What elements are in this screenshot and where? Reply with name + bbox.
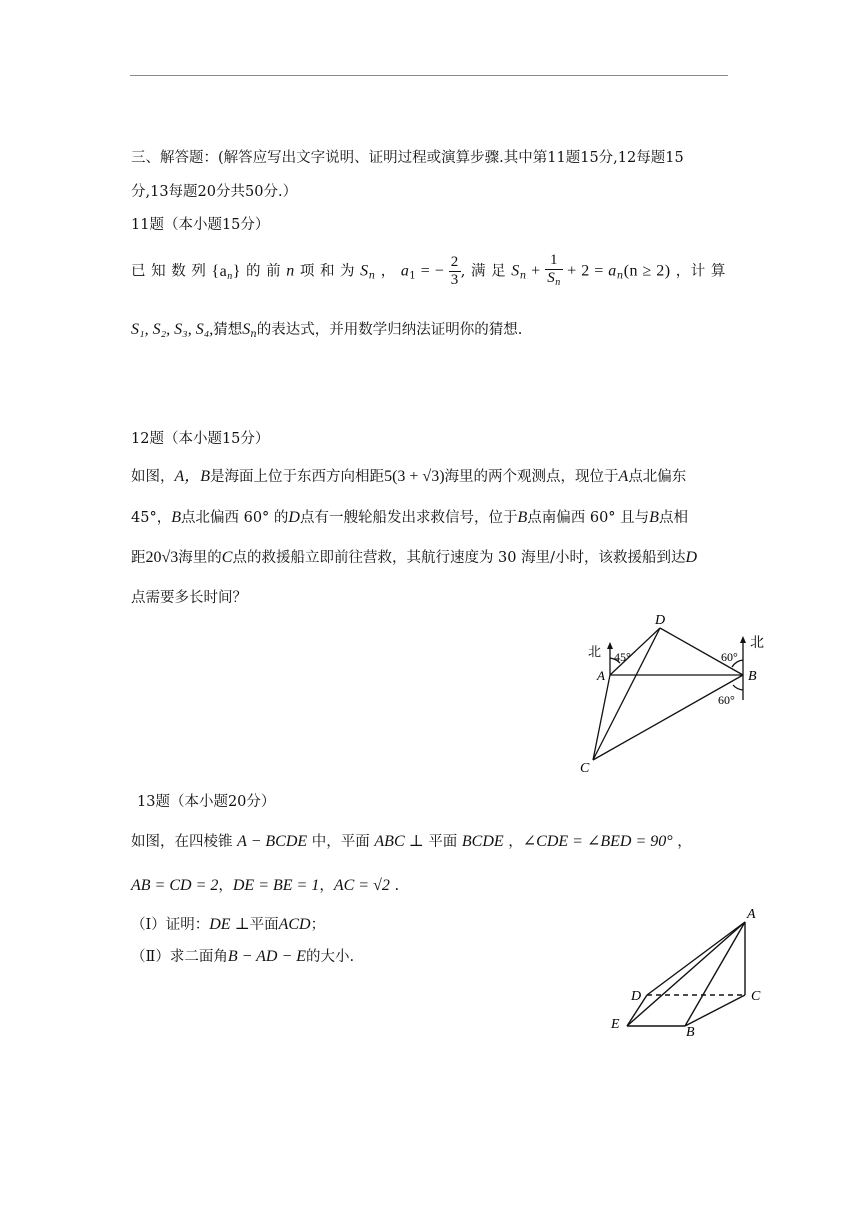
- q12-B: B: [649, 509, 659, 526]
- q12-A: A: [618, 468, 629, 485]
- q13-pyramid: A − BCDE: [237, 833, 308, 850]
- section-heading-line1: 三、解答题：(解答应写出文字说明、证明过程或演算步骤.其中第11题15分,12每题15: [131, 150, 684, 166]
- q13-text: （Ⅰ）证明：: [131, 917, 210, 933]
- q13-text: ，: [672, 834, 692, 850]
- frac-den-S: S: [547, 270, 556, 286]
- label-E: E: [611, 1017, 620, 1032]
- q13-angles: ∠CDE = ∠BED = 90°: [522, 833, 673, 850]
- q12-text: 是海面上位于东西方向相距: [210, 469, 385, 485]
- edge-AE: [627, 922, 745, 1026]
- q11-frac-a1: [449, 254, 461, 289]
- q11-frac-recip: [545, 252, 563, 291]
- q11-text: ，: [375, 263, 401, 280]
- frac-num: 1: [545, 252, 563, 270]
- q13-text: ，: [319, 878, 334, 894]
- header-rule: [130, 75, 728, 76]
- segment-AC: [593, 675, 610, 760]
- q13-title: 13题（本小题20分）: [137, 794, 276, 810]
- arrowhead-A: [607, 642, 613, 649]
- q11-statement-line1: [131, 252, 726, 291]
- q12-text: 点北偏西 60° 的: [180, 510, 289, 526]
- q12-text: 45°，: [131, 510, 172, 526]
- q12-text: 点的救援船立即前往营救，其航行速度为 30 海里/小时，该救援船到达: [232, 550, 686, 566]
- q11-a1-sub: 1: [409, 270, 417, 282]
- q13-part1: [131, 913, 325, 934]
- q11-text: 猜想: [213, 322, 243, 338]
- label-angle-60-bottom: 60°: [718, 693, 735, 707]
- q11-seq-sub: n: [227, 270, 233, 282]
- label-angle-45: 45°: [614, 650, 631, 664]
- q11-seq: [211, 263, 240, 280]
- q11-S2: S: [511, 262, 520, 280]
- q11-S2-sub: n: [519, 270, 527, 282]
- q13-eq3: AC = √2: [333, 877, 390, 894]
- q12-line1: [131, 463, 686, 486]
- q13-text: 平面: [423, 834, 462, 850]
- label-D: D: [631, 989, 642, 1004]
- q11-text: 项 和 为: [294, 263, 361, 280]
- q11-statement-line2: [131, 318, 522, 340]
- q12-text: 海里的两个观测点，现位于: [444, 469, 619, 485]
- q13-text: 如图，在四棱锥: [131, 834, 238, 850]
- q11-S: S: [360, 262, 369, 280]
- q12-AB: A，B: [174, 468, 211, 485]
- q13-line1: [131, 830, 692, 851]
- q11-plus2: + 2 =: [562, 262, 609, 280]
- q12-D: D: [288, 509, 300, 526]
- arrowhead-B: [740, 636, 746, 643]
- q12-20sqrt3: 20√3: [145, 549, 179, 566]
- q13-part2: [131, 945, 354, 966]
- q13-figure: [605, 900, 775, 1045]
- q13-text: （Ⅱ）求二面角: [131, 949, 228, 965]
- q11-eq: = −: [416, 262, 449, 280]
- q12-distance: 5(3 + √3): [384, 468, 445, 485]
- q13-eq2: DE = BE = 1: [232, 877, 320, 894]
- q12-text: 如图，: [131, 469, 175, 485]
- label-A: A: [597, 668, 605, 683]
- q13-eq1: AB = CD = 2: [131, 877, 219, 894]
- frac-den-sub: n: [555, 277, 561, 288]
- arc-60-bottom: [733, 685, 743, 690]
- q13-text: 中，平面: [307, 834, 375, 850]
- q13-text: .: [389, 878, 400, 894]
- q11-Sn: S: [242, 321, 251, 338]
- section-heading-line2: 分,13每题20分共50分.）: [131, 184, 298, 200]
- q12-line4: 点需要多长时间？: [131, 590, 247, 606]
- frac-num: 2: [450, 254, 459, 270]
- q12-B: B: [171, 509, 181, 526]
- q13-plane-ABC: ABC ⊥: [374, 833, 424, 850]
- q13-plane-BCDE: BCDE: [461, 833, 504, 850]
- label-angle-60-top: 60°: [721, 650, 738, 664]
- q11-seq-a: {a: [211, 262, 228, 280]
- q11-text: 的表达式，并用数学归纳法证明你的猜想.: [256, 322, 523, 338]
- label-D: D: [655, 613, 666, 628]
- q12-C: C: [221, 549, 233, 566]
- q13-text: ；: [310, 917, 326, 933]
- q11-text: 的 前: [246, 263, 287, 280]
- q13-line2: [131, 874, 399, 895]
- segment-CD: [593, 628, 660, 760]
- q11-S-sub: n: [368, 270, 376, 282]
- q11-seq-close: }: [232, 262, 241, 280]
- q11-text: , 满 足: [460, 263, 512, 280]
- q13-text: ，: [503, 834, 523, 850]
- edge-AD: [647, 922, 745, 995]
- q13-text: ，: [218, 878, 233, 894]
- q12-D: D: [685, 549, 698, 566]
- q13-text: 平面: [249, 917, 279, 933]
- frac-den: [545, 270, 563, 291]
- q12-text: 距: [131, 550, 146, 566]
- q11-an: a: [608, 262, 617, 280]
- q12-B: B: [517, 509, 528, 526]
- q13-DE-perp: DE ⊥: [209, 916, 250, 933]
- q11-text: 已 知 数 列: [131, 263, 207, 280]
- q12-figure: [580, 610, 775, 776]
- q11-an-sub: n: [616, 270, 624, 282]
- q11-text: ，计 算: [670, 263, 726, 280]
- frac-den: 3: [450, 272, 459, 288]
- label-B: B: [748, 669, 757, 684]
- q11-a1: a: [400, 262, 410, 280]
- q12-text: 点相: [658, 510, 688, 526]
- q11-plus: +: [526, 262, 546, 280]
- q11-S-list: S₁, S₂, S₃, S₄,: [131, 321, 214, 338]
- q12-text: 点北偏东: [628, 469, 687, 485]
- q13-ACD: ACD: [278, 916, 311, 933]
- q13-dihedral: B − AD − E: [227, 948, 307, 965]
- label-C: C: [751, 989, 761, 1004]
- label-north-left: 北: [588, 644, 602, 659]
- q11-title: 11题（本小题15分）: [131, 217, 270, 233]
- q12-title: 12题（本小题15分）: [131, 431, 270, 447]
- q11-n: n: [286, 262, 295, 280]
- q11-Sn-sub: n: [250, 329, 257, 340]
- segment-CB: [593, 675, 743, 760]
- q13-text: 的大小.: [306, 949, 355, 965]
- label-C: C: [580, 761, 590, 776]
- q12-line2: [131, 506, 688, 527]
- label-B: B: [686, 1025, 695, 1040]
- q11-cond: (n ≥ 2): [623, 262, 671, 280]
- q12-text: 点南偏西 60° 且与: [527, 510, 650, 526]
- q12-text: 点有一艘轮船发出求救信号，位于: [299, 510, 518, 526]
- label-A: A: [747, 907, 756, 922]
- q12-line3: [131, 546, 697, 567]
- label-north-right: 北: [750, 636, 764, 651]
- q12-text: 海里的: [178, 550, 222, 566]
